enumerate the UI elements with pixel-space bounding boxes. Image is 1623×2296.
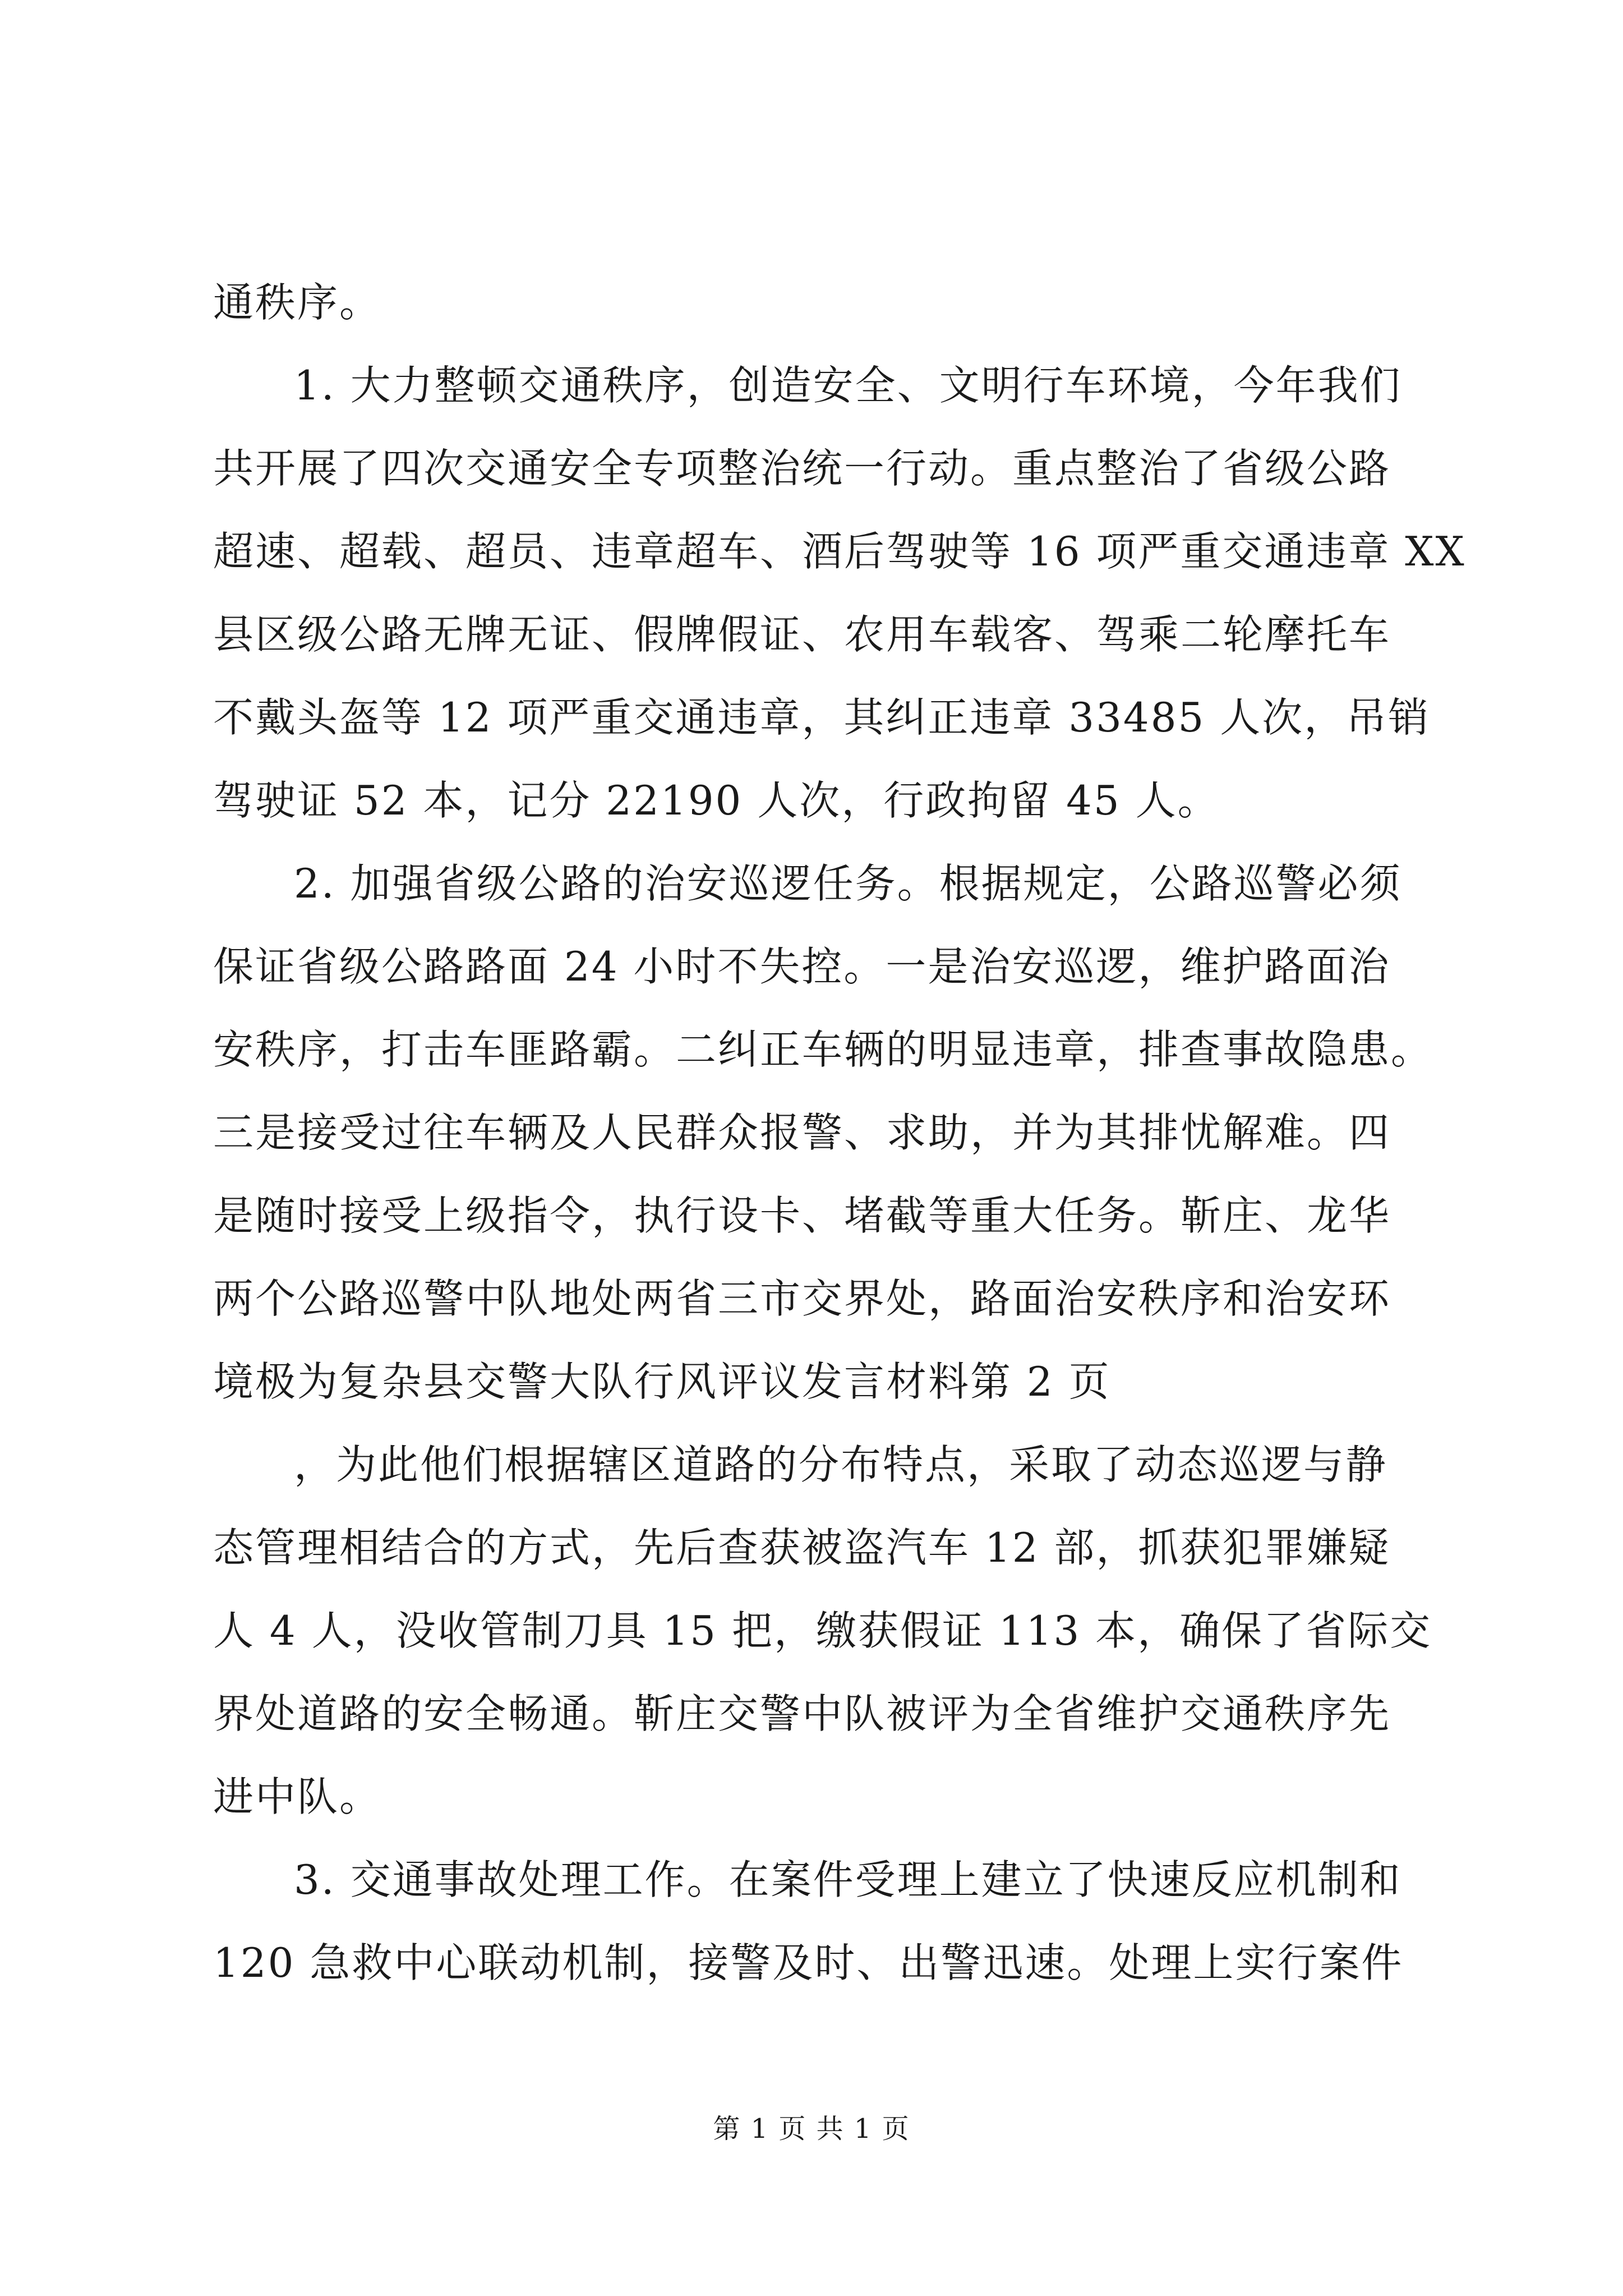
text-line-4: 超速、超载、超员、违章超车、酒后驾驶等 16 项严重交通违章 XX <box>213 528 1466 575</box>
text-line-9: 保证省级公路路面 24 小时不失控。一是治安巡逻，维护路面治 <box>213 943 1391 990</box>
text-line-21: 120 急救中心联动机制，接警及时、出警迅速。处理上实行案件 <box>213 1939 1404 1986</box>
text-line-15: ，为此他们根据辖区道路的分布特点，采取了动态巡逻与静 <box>294 1441 1388 1488</box>
text-line-10: 安秩序，打击车匪路霸。二纠正车辆的明显违章，排查事故隐患。 <box>213 1026 1433 1073</box>
text-line-7: 驾驶证 52 本，记分 22190 人次，行政拘留 45 人。 <box>213 777 1220 824</box>
text-line-17: 人 4 人，没收管制刀具 15 把，缴获假证 113 本，确保了省际交 <box>213 1607 1432 1654</box>
text-line-13: 两个公路巡警中队地处两省三市交界处，路面治安秩序和治安环 <box>213 1275 1391 1322</box>
text-line-18: 界处道路的安全畅通。靳庄交警中队被评为全省维护交通秩序先 <box>213 1690 1391 1737</box>
text-line-14: 境极为复杂县交警大队行风评议发言材料第 2 页 <box>213 1358 1111 1405</box>
text-line-2: 1. 大力整顿交通秩序，创造安全、文明行车环境，今年我们 <box>294 362 1402 409</box>
text-line-6: 不戴头盔等 12 项严重交通违章，其纠正违章 33485 人次，吊销 <box>213 694 1431 741</box>
text-line-5: 县区级公路无牌无证、假牌假证、农用车载客、驾乘二轮摩托车 <box>213 611 1391 658</box>
body-text <box>213 261 1466 2004</box>
text-line-11: 三是接受过往车辆及人民群众报警、求助，并为其排忧解难。四 <box>213 1109 1391 1156</box>
text-line-16: 态管理相结合的方式，先后查获被盗汽车 12 部，抓获犯罪嫌疑 <box>213 1524 1391 1571</box>
page-footer: 第 1 页 共 1 页 <box>713 2113 910 2145</box>
text-line-1: 通秩序。 <box>213 279 382 326</box>
text-line-3: 共开展了四次交通安全专项整治统一行动。重点整治了省级公路 <box>213 445 1391 492</box>
text-line-8: 2. 加强省级公路的治安巡逻任务。根据规定，公路巡警必须 <box>294 860 1402 907</box>
text-line-12: 是随时接受上级指令，执行设卡、堵截等重大任务。靳庄、龙华 <box>213 1192 1391 1239</box>
text-line-20: 3. 交通事故处理工作。在案件受理上建立了快速反应机制和 <box>294 1856 1402 1903</box>
text-line-19: 进中队。 <box>213 1773 382 1820</box>
